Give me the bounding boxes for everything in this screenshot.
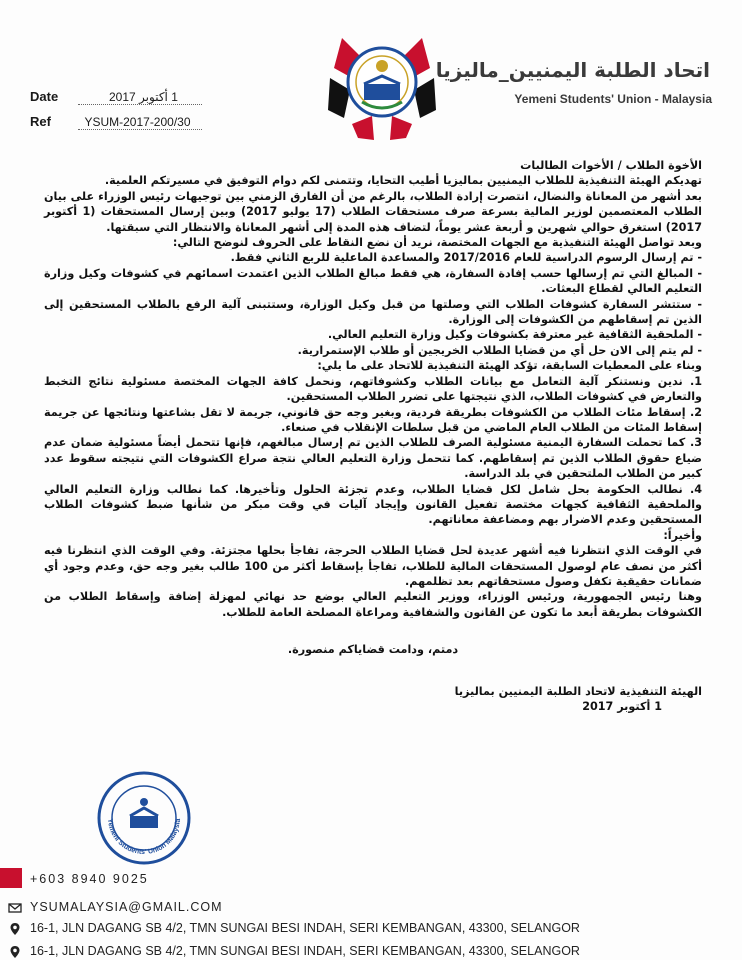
email-icon: [8, 901, 22, 915]
paragraph: تهديكم الهيئة التنفيذية للطلاب اليمنيين بماليزيا أطيب التحايا، وتتمنى لكم دوام التوفيق في مسيرتكم العلمية.: [104, 174, 702, 188]
paragraph: وبعد تواصل الهيئة التنفيذية مع الجهات المختصة، نريد أن نضع النقاط على الحروف لنوضح التالي:: [172, 236, 702, 250]
footer-phone: [8, 872, 149, 887]
official-stamp-icon: [96, 770, 192, 866]
bullet-item: - لم يتم إلى الان حل أي من قضايا الطلاب الخريجين أو طلاب الإستمرارية.: [297, 343, 702, 357]
address-text: 16-1, JLN DAGANG SB 4/2, TMN SUNGAI BESI INDAH, SERI KEMBANGAN, 43300, SELANGOR: [30, 944, 580, 958]
date-value: 1 أكتوبر 2017: [78, 90, 202, 105]
numbered-item: 1. ندين ونستنكر آلية التعامل مع بيانات الطلاب وكشوفاتهم، ونحمل كافة الجهات المختصة مسئولية نتائج التخبط والتعارض في كشوفات الطلاب، الذي نتيجتها على تضرر الطلاب المستحقين.: [44, 374, 702, 404]
footer-address-duplicate: [8, 944, 580, 959]
paragraph: وأخيراً:: [663, 528, 702, 542]
footer-email: [8, 900, 223, 915]
union-logo-icon: [322, 18, 442, 146]
org-name-english: Yemeni Students' Union - Malaysia: [514, 92, 712, 106]
bullet-item: - الملحقية الثقافية غير معترفة بكشوفات وكيل وزارة التعليم العالي.: [327, 328, 702, 342]
ref-row: [30, 113, 202, 131]
phone-text: +603 8940 9025: [30, 872, 149, 886]
footer-address: [8, 921, 580, 936]
stamp-text: Yemeni Students' Union Malaysia: [105, 818, 183, 857]
closing-line: دمتم، ودامت قضاياكم منصورة.: [287, 643, 459, 657]
date-row: [30, 88, 202, 106]
email-text: YSUMALAYSIA@GMAIL.COM: [30, 900, 223, 914]
signature-date: 1 أكتوبر 2017: [582, 700, 662, 713]
bullet-item: - ستتشر السفارة كشوفات الطلاب التي وصلتها من قبل وكيل الوزارة، وستتبنى آلية الرفع بالطلاب المستحقين إلى الذين تم إسقاطهم من الكشوفات إلى الوزارة.: [44, 297, 702, 327]
paragraph: في الوقت الذي انتظرنا فيه أشهر عديدة لحل قضايا الطلاب الحرجة، تفاجأ بحلها مجتزئة. وفي الوقت الذي انتظرنا فيه أكثر من نصف عام لوصول المستحقات المالية للطلاب، تفاجأ بإسقاط أكثر من 100 طالب بغير وجه حق، وعدم وجود أي ضمانات حقيقية تكفل وصول مستحقاتهم بعد تظلمهم.: [44, 544, 703, 588]
paragraph: وهنا رئيس الجمهورية، ورئيس الوزراء، ووزير التعليم العالي بوضع حد نهائي لمهزلة إضافة وإسقاط الطلاب من الكشوفات بطريقة أبعد ما تكون عن القانون والشفافية ومراعاة المصلحة العامة للطلاب.: [44, 590, 702, 619]
paragraph: وبناء على المعطيات السابقة، تؤكد الهيئة التنفيذية للاتحاد على ما يلي:: [317, 359, 702, 373]
numbered-item: 2. إسقاط مئات الطلاب من الكشوفات بطريقة فردية، وبغير وجه حق قانوني، جريمة لا تقل بشاعتها ونتائجها عن جريمة إسقاط المئات من الطلاب العام الماضي من قبل سلطات الإنقلاب في صنعاء.: [44, 405, 702, 434]
ref-value: YSUM-2017-200/30: [78, 115, 202, 130]
ref-label: Ref: [30, 114, 51, 129]
location-pin-icon: [8, 922, 22, 936]
org-name-arabic: اتحاد الطلبة اليمنيين_ماليزيا: [435, 58, 710, 82]
phone-icon: [8, 873, 22, 887]
numbered-item: 4. نطالب الحكومة بحل شامل لكل قضايا الطلاب، وعدم تجزئة الحلول وتأخيرها. كما نطالب وزارة التعليم العالي والملحقية الثقافية كجهات مختصة تفعيل القانون وإيجاد آليات في وقت مبكر من شأنها ضبط كشوفات الطلاب المستحقين وعدم الاضرار بهم ومضاعفة معاناتهم.: [44, 482, 702, 527]
bullet-item: - تم إرسال الرسوم الدراسية للعام 2017/2016 والمساعدة الماعلية للربع الثاني فقط.: [230, 251, 702, 265]
bullet-item: - المبالغ التي تم إرسالها حسب إفادة السفارة، هي فقط مبالغ الطلاب الذين اعتمدت اسمائهم في كشوفات وكيل وزارة التعليم العالي لقطاع البعثات.: [44, 266, 702, 296]
letter-body: [44, 158, 702, 714]
location-pin-icon: [8, 945, 22, 959]
paragraph: بعد أشهر من المعاناة والنضال، انتصرت إرادة الطلاب، بالرغم من أن الفارق الزمني بين توجيهات رئيس الوزراء على بيان الطلاب المعتصمين لوزير المالية بسرعة صرف مستحقات الطلاب (17 يوليو 2017) وبين إرسال المستحقات (1 أكتوبر 2017) استغرق حوالي شهرين و أربعة عشر يوماً، لتضاف هذه المدة إلى أشهر المعاناة والانتظار التي سبقتها.: [44, 189, 703, 234]
address-text: 16-1, JLN DAGANG SB 4/2, TMN SUNGAI BESI INDAH, SERI KEMBANGAN, 43300, SELANGOR: [30, 921, 580, 935]
signature-org: الهيئة التنفيذية لاتحاد الطلبة اليمنيين بماليزيا: [454, 684, 702, 698]
numbered-item: 3. كما تحملت السفارة اليمنية مسئولية الصرف للطلاب الذين تم إرسال مبالغهم، فإنها تتحمل أيضاً مسئولية ضمان عدم ضياع حقوق الطلاب الذين تم إسقاطهم. كما تتحمل وزارة التعليم العالي نتجة صراع الكشوفات التي نتيجته سقوط عدد كبير من الطلاب الملتحقين في بلد الدراسة.: [44, 436, 702, 481]
date-label: Date: [30, 89, 59, 104]
salutation: الأخوة الطلاب / الأخوات الطالبات: [520, 159, 702, 172]
